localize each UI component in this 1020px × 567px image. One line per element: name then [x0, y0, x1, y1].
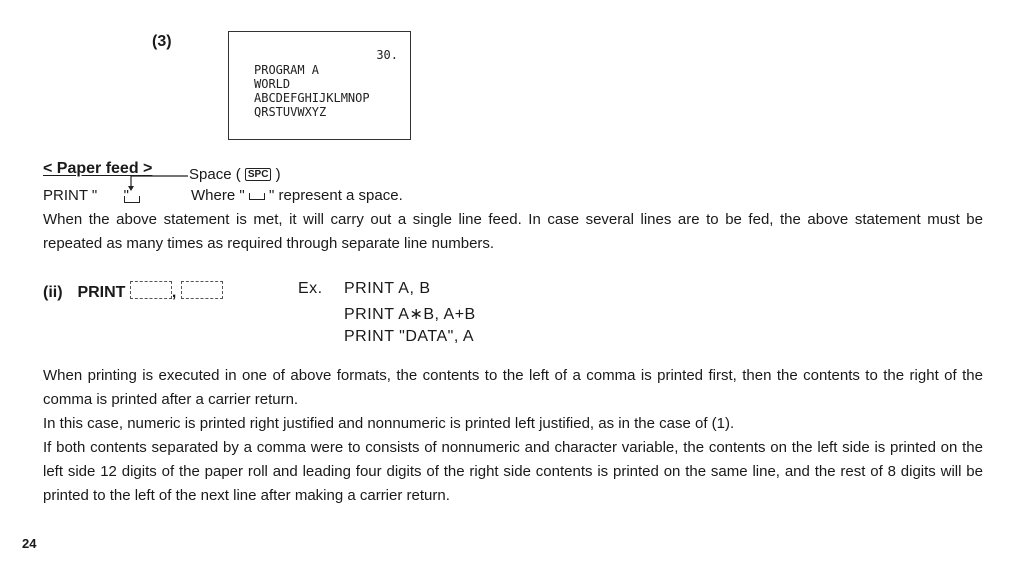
page-number: 24: [22, 536, 37, 551]
printout-box: [228, 31, 411, 140]
body-paragraph: When printing is executed in one of above formats, the contents to the left of a comma is printed first, then the contents to the right of the comma is printed after a carrier return.: [43, 367, 983, 408]
space-symbol-icon: [249, 193, 265, 200]
space-pointer-line: [128, 174, 198, 194]
where-note: [191, 187, 403, 204]
print-statement-open: PRINT ": [43, 187, 98, 204]
ex-label: Ex.: [298, 280, 323, 297]
space-annotation: [189, 166, 281, 183]
space-close: ): [275, 166, 281, 183]
print-keyword: PRINT: [77, 284, 126, 301]
printout-line: QRSTUVWXYZ: [254, 105, 327, 119]
section-label: (3): [152, 33, 172, 50]
format-comma: ,: [171, 284, 177, 301]
printout-lines: [254, 64, 370, 120]
spc-key-icon: SPC: [245, 168, 272, 181]
space-symbol-icon: [124, 196, 140, 203]
body-paragraph: In this case, numeric is printed right justified and nonnumeric is printed left justified, as in the case of (1).: [43, 415, 735, 432]
space-label: Space (: [189, 166, 241, 183]
example-line: PRINT "DATA", A: [344, 328, 474, 345]
format-ii-label: (ii): [43, 284, 63, 301]
paper-feed-heading-text: < Paper feed >: [43, 160, 153, 177]
printout-value: 30.: [376, 48, 398, 62]
printout-line: ABCDEFGHIJKLMNOP: [254, 91, 370, 105]
body-paragraph: If both contents separated by a comma were to consists of nonnumeric and character variable, the contents on the left side is printed on the left side 12 digits of the paper roll and leading four digits of the right side contents is printed on the same line, and the rest of 8 digits will be printed to the left of the next line after making a carrier return.: [43, 439, 983, 504]
where-open: Where ": [191, 187, 245, 204]
operand-placeholder-box: [181, 281, 223, 299]
print-statement-close: ": [123, 187, 129, 204]
operand-placeholder-box: [130, 281, 172, 299]
where-close: " represent a space.: [269, 187, 403, 204]
paper-feed-paragraph: When the above statement is met, it will carry out a single line feed. In case several lines are to be fed, the above statement must be repeated as many times as required through separate line numbers.: [43, 211, 983, 252]
printout-line: WORLD: [254, 77, 291, 91]
printout-line: PROGRAM A: [254, 63, 320, 77]
print-statement: [43, 187, 129, 204]
example-line: PRINT A∗B, A+B: [344, 306, 476, 323]
example-line: PRINT A, B: [344, 280, 431, 297]
format-ii-line: [43, 281, 223, 302]
